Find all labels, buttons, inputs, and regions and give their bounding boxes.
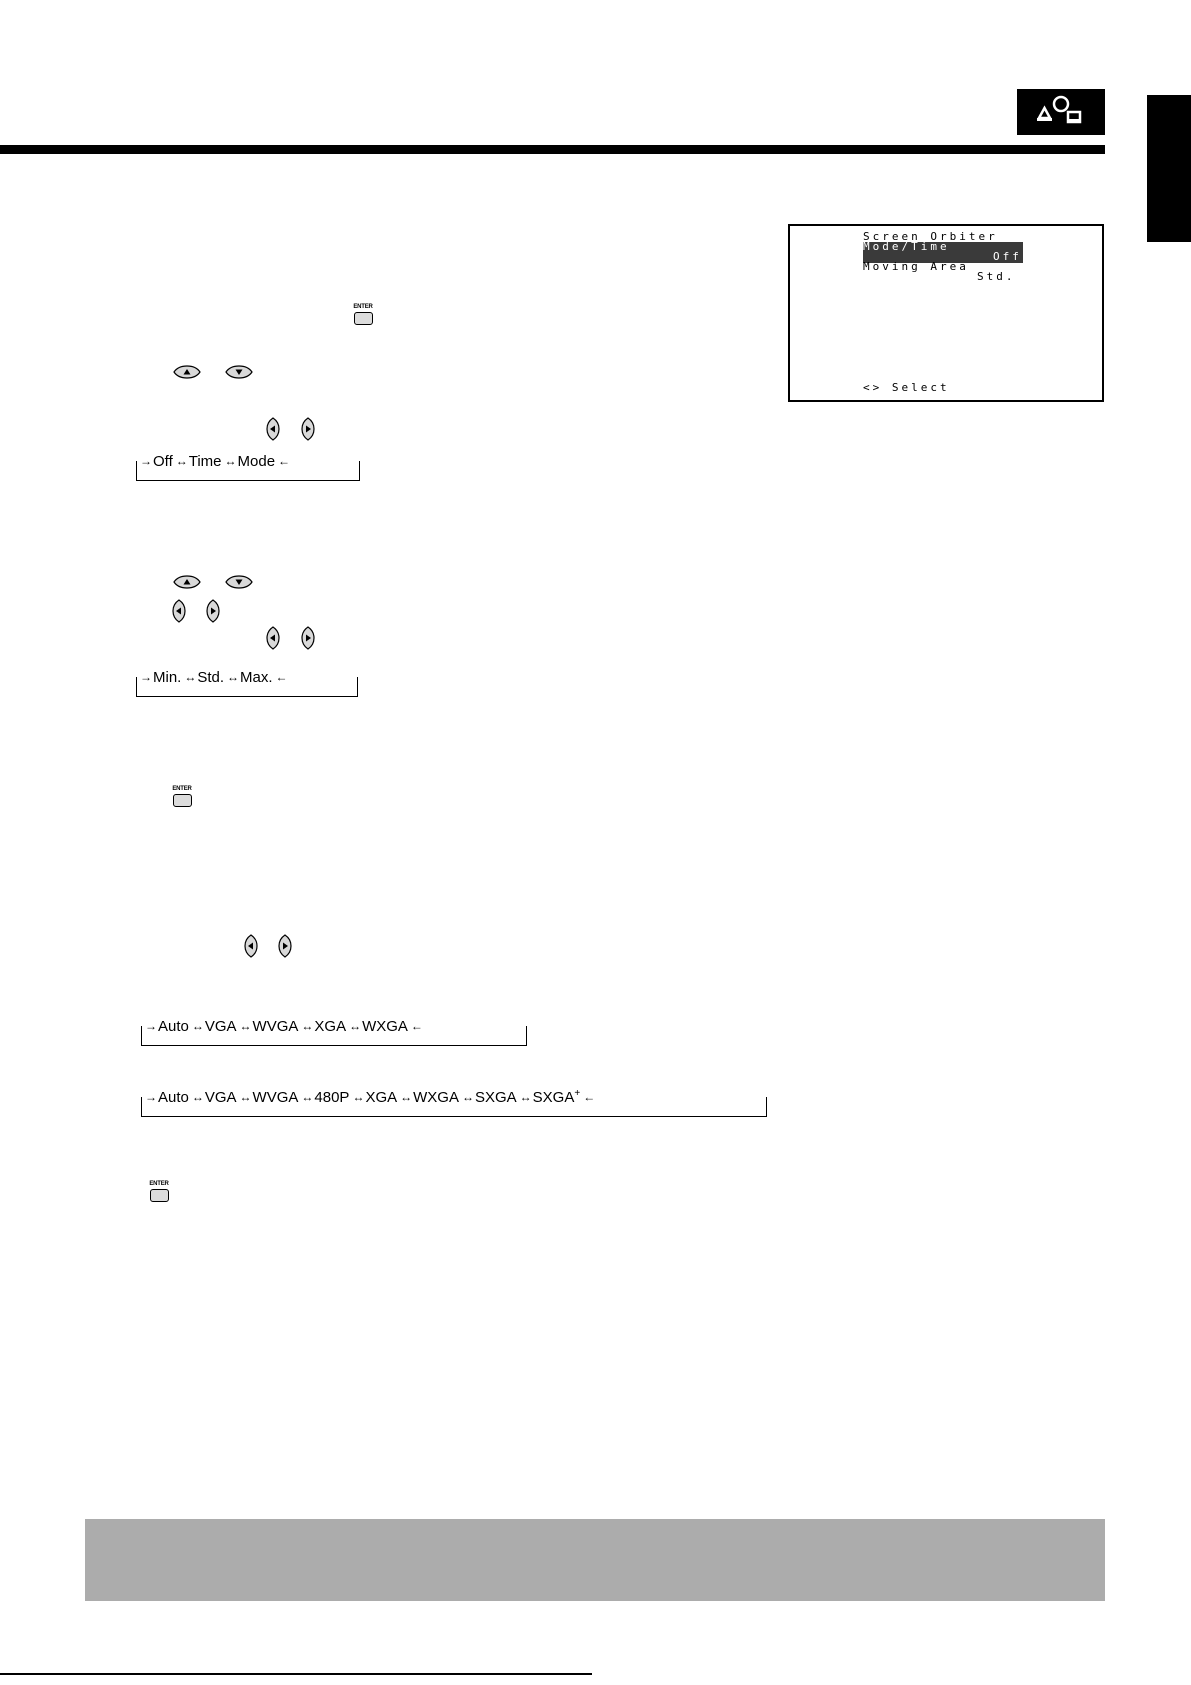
double-arrow-icon: ↔ (461, 1090, 472, 1104)
double-arrow-icon: ↔ (191, 1019, 202, 1033)
cycle-item: Time (188, 452, 222, 470)
enter-button-icon: ENTER (148, 1181, 170, 1203)
cycle-mode-diagram (136, 451, 360, 481)
left-button-icon (172, 599, 186, 623)
cycle-item: Std. (197, 668, 225, 686)
osd-title: Screen Orbiter (863, 230, 998, 243)
double-arrow-icon: ↔ (349, 1019, 360, 1033)
note-box (85, 1519, 1105, 1601)
cycle-item: XGA (314, 1017, 347, 1035)
header-rule (0, 145, 1105, 154)
double-arrow-icon: ↔ (519, 1090, 530, 1104)
right-button-icon (301, 626, 315, 650)
cycle-resolution-b-diagram (141, 1087, 767, 1117)
left-button-icon (266, 626, 280, 650)
cycle-row (143, 1087, 595, 1107)
right-button-icon (206, 599, 220, 623)
double-arrow-icon: ↔ (352, 1090, 363, 1104)
right-button-icon (301, 417, 315, 441)
cycle-area-diagram (136, 667, 358, 697)
double-arrow-icon: ↔ (227, 670, 238, 684)
cycle-item: Auto (158, 1017, 189, 1035)
down-button-icon (224, 575, 254, 589)
osd-moving-area-label[interactable]: Moving Area (863, 260, 969, 273)
double-arrow-icon: ↔ (239, 1090, 250, 1104)
cycle-item: SXGA (474, 1088, 517, 1106)
cycle-item: WXGA (362, 1017, 408, 1035)
cycle-item: SXGA+ (532, 1088, 581, 1106)
double-arrow-icon: ↔ (239, 1019, 250, 1033)
superscript-plus: + (574, 1088, 581, 1099)
right-arrow-icon: → (140, 454, 150, 468)
cycle-row (138, 451, 290, 471)
cycle-row (143, 1016, 423, 1036)
cycle-item: WXGA (413, 1088, 459, 1106)
double-arrow-icon: ↔ (175, 454, 186, 468)
cycle-item: VGA (204, 1088, 237, 1106)
cycle-item: XGA (365, 1088, 398, 1106)
section-shapes-icon (1017, 89, 1105, 135)
left-arrow-icon: ← (275, 670, 286, 684)
right-arrow-icon: → (145, 1019, 155, 1033)
left-arrow-icon: ← (278, 454, 289, 468)
cycle-item: Min. (153, 668, 182, 686)
cycle-row (138, 667, 288, 687)
enter-button-icon: ENTER (352, 304, 374, 326)
right-button-icon (278, 934, 292, 958)
double-arrow-icon: ↔ (301, 1019, 312, 1033)
double-arrow-icon: ↔ (301, 1090, 312, 1104)
enter-button-icon: ENTER (171, 786, 193, 808)
cycle-item: WVGA (252, 1088, 299, 1106)
cycle-resolution-a-diagram (141, 1016, 527, 1046)
double-arrow-icon: ↔ (191, 1090, 202, 1104)
cycle-item: Max. (240, 668, 273, 686)
cycle-item: Auto (158, 1088, 189, 1106)
cycle-item: 480P (314, 1088, 350, 1106)
left-button-icon (244, 934, 258, 958)
osd-footer-select: <> Select (863, 381, 950, 394)
double-arrow-icon: ↔ (224, 454, 235, 468)
language-side-tab (1147, 95, 1191, 242)
right-arrow-icon: → (140, 670, 150, 684)
osd-mode-time-label[interactable]: Mode/Time (863, 240, 950, 253)
osd-moving-area-value: Std. (977, 270, 1016, 283)
osd-menu (788, 224, 1104, 402)
osd-mode-time-value: Off (993, 250, 1022, 263)
left-arrow-icon: ← (410, 1019, 421, 1033)
cycle-item: VGA (204, 1017, 237, 1035)
cycle-item: Off (153, 452, 173, 470)
footer-rule (0, 1673, 592, 1675)
up-button-icon (172, 575, 202, 589)
up-button-icon (172, 365, 202, 379)
double-arrow-icon: ↔ (400, 1090, 411, 1104)
down-button-icon (224, 365, 254, 379)
right-arrow-icon: → (145, 1090, 155, 1104)
cycle-item: Mode (237, 452, 276, 470)
left-button-icon (266, 417, 280, 441)
cycle-item: WVGA (252, 1017, 299, 1035)
double-arrow-icon: ↔ (184, 670, 195, 684)
left-arrow-icon: ← (583, 1090, 594, 1104)
